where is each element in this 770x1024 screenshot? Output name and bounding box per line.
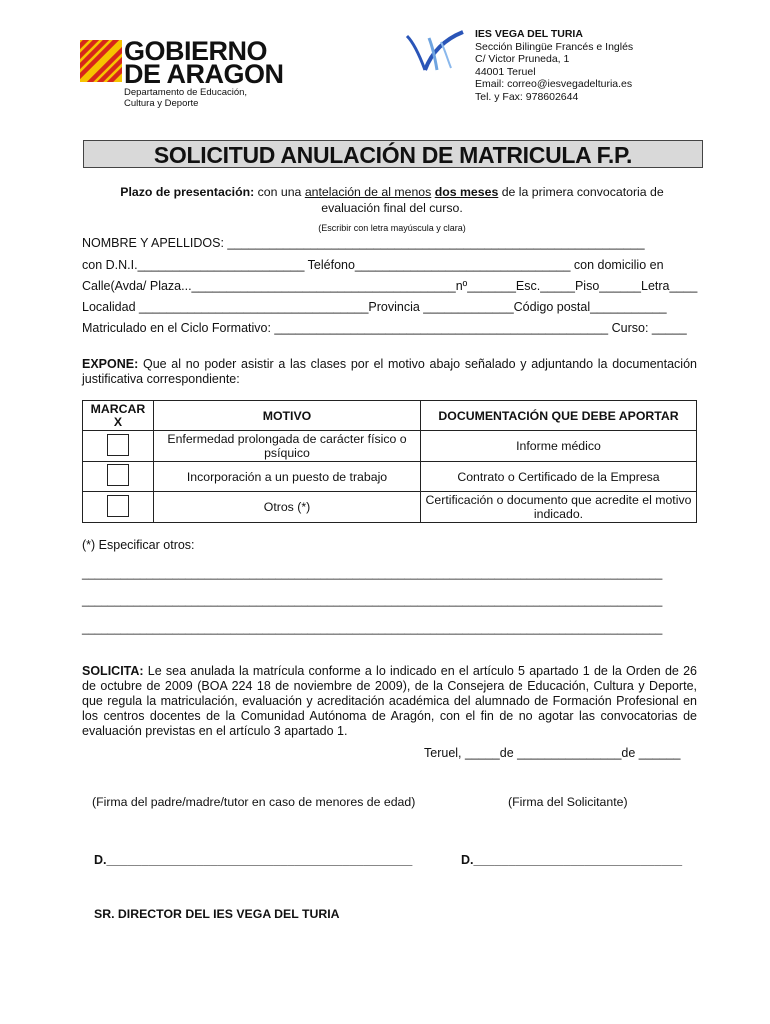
- solicita-paragraph: [82, 664, 697, 739]
- checkbox-otros[interactable]: [107, 495, 129, 517]
- doc-cell: Certificación o documento que acredite el motivo indicado.: [421, 492, 697, 523]
- logo-sub-line1: Departamento de Educación,: [124, 87, 248, 98]
- checkbox-cell: [83, 462, 154, 492]
- firma-solicitante-line[interactable]: D.______________________________: [461, 853, 683, 867]
- school-name: IES VEGA DEL TURIA: [475, 28, 583, 40]
- checkbox-cell: [83, 492, 154, 523]
- table-header-row: [83, 401, 697, 431]
- plazo-label: Plazo de presentación:: [120, 185, 255, 199]
- logo-department: [124, 87, 247, 109]
- header-motivo: MOTIVO: [154, 401, 421, 431]
- calle-field[interactable]: Calle(Avda/ Plaza...______________________________________nº_______Esc._____Piso______Letra____: [82, 279, 698, 293]
- localidad-field[interactable]: Localidad _________________________________Provincia _____________Código postal___________: [82, 300, 667, 314]
- solicita-text: Le sea anulada la matrícula conforme a lo indicado en el artículo 5 apartado 1 de la Orden de 26 de octubre de 2009 (BOA 224 18 de noviembre de 2009), de la Consejera de Educación, Cultura y Deporte, que regula la matriculación, evaluación y acreditación académica del alumnado de Formación Profesional en los centros docentes de la Comunidad Autónoma de Aragón, con el fin de no agotar las convocatorias de evaluación previstas en el artículo 3 apartado 1.: [82, 664, 697, 738]
- plazo-text1: con una: [254, 185, 305, 199]
- header-marcar: MARCAR X: [83, 401, 154, 431]
- motivo-cell: Otros (*): [154, 492, 421, 523]
- doc-cell: Contrato o Certificado de la Empresa: [421, 462, 697, 492]
- dni-field[interactable]: con D.N.I.________________________ Teléfono_______________________________ con domicilio en: [82, 258, 664, 272]
- firma-solicitante-label: (Firma del Solicitante): [508, 795, 628, 809]
- logo-sub-line2: Cultura y Deporte: [124, 98, 199, 109]
- motivo-cell: Enfermedad prolongada de carácter físico o psíquico: [154, 431, 421, 462]
- expone-paragraph: [82, 357, 697, 387]
- form-title: SOLICITUD ANULACIÓN DE MATRICULA F.P.: [83, 140, 703, 168]
- aragon-flag-logo: [80, 40, 122, 82]
- especificar-line-2[interactable]: __________________________________________________________________________________________: [82, 594, 663, 607]
- checkbox-enfermedad[interactable]: [107, 434, 129, 456]
- school-email: Email: correo@iesvegadelturia.es: [475, 78, 633, 90]
- motivos-table: [82, 400, 697, 523]
- director-addressee: SR. DIRECTOR DEL IES VEGA DEL TURIA: [94, 907, 340, 921]
- school-info: [475, 28, 633, 103]
- ciclo-field[interactable]: Matriculado en el Ciclo Formativo: ________________________________________________ Curso: _____: [82, 321, 687, 335]
- fecha-line[interactable]: Teruel, _____de _______________de ______: [424, 746, 681, 760]
- logo-title-line2: DE ARAGON: [124, 59, 284, 89]
- table-row: [83, 492, 697, 523]
- firma-padre-label: (Firma del padre/madre/tutor en caso de menores de edad): [92, 795, 416, 809]
- table-row: [83, 462, 697, 492]
- especificar-line-3[interactable]: __________________________________________________________________________________________: [82, 622, 663, 635]
- table-row: [83, 431, 697, 462]
- motivo-cell: Incorporación a un puesto de trabajo: [154, 462, 421, 492]
- logo-title-line1: GOBIERNO: [124, 36, 268, 66]
- nombre-field[interactable]: NOMBRE Y APELLIDOS: ____________________________________________________________: [82, 236, 645, 250]
- school-address: C/ Victor Pruneda, 1: [475, 53, 570, 65]
- escribir-note: (Escribir con letra mayúscula y clara): [318, 223, 466, 233]
- school-section: Sección Bilingüe Francés e Inglés: [475, 40, 634, 53]
- expone-text: Que al no poder asistir a las clases por el motivo abajo señalado y adjuntando la documentación justificativa correspondiente:: [82, 357, 697, 386]
- header-documentacion: DOCUMENTACIÓN QUE DEBE APORTAR: [421, 401, 697, 431]
- especificar-line-1[interactable]: __________________________________________________________________________________________: [82, 567, 663, 580]
- firma-padre-line[interactable]: D.____________________________________________: [94, 853, 413, 867]
- plazo-text6: evaluación final del curso.: [321, 201, 463, 215]
- plazo-text5: de la primera convocatoria de: [498, 185, 664, 199]
- solicita-label: SOLICITA:: [82, 664, 144, 678]
- checkbox-trabajo[interactable]: [107, 464, 129, 486]
- plazo-text2: antelación de al menos: [304, 185, 432, 199]
- especificar-label: (*) Especificar otros:: [82, 538, 195, 552]
- expone-label: EXPONE:: [82, 357, 139, 371]
- school-city: 44001 Teruel: [475, 65, 536, 78]
- plazo-dos-meses: dos meses: [434, 185, 499, 199]
- ies-vega-logo: [405, 28, 467, 74]
- school-phone: Tel. y Fax: 978602644: [475, 90, 579, 103]
- checkbox-cell: [83, 431, 154, 462]
- plazo-presentacion: [82, 184, 702, 216]
- doc-cell: Informe médico: [421, 431, 697, 462]
